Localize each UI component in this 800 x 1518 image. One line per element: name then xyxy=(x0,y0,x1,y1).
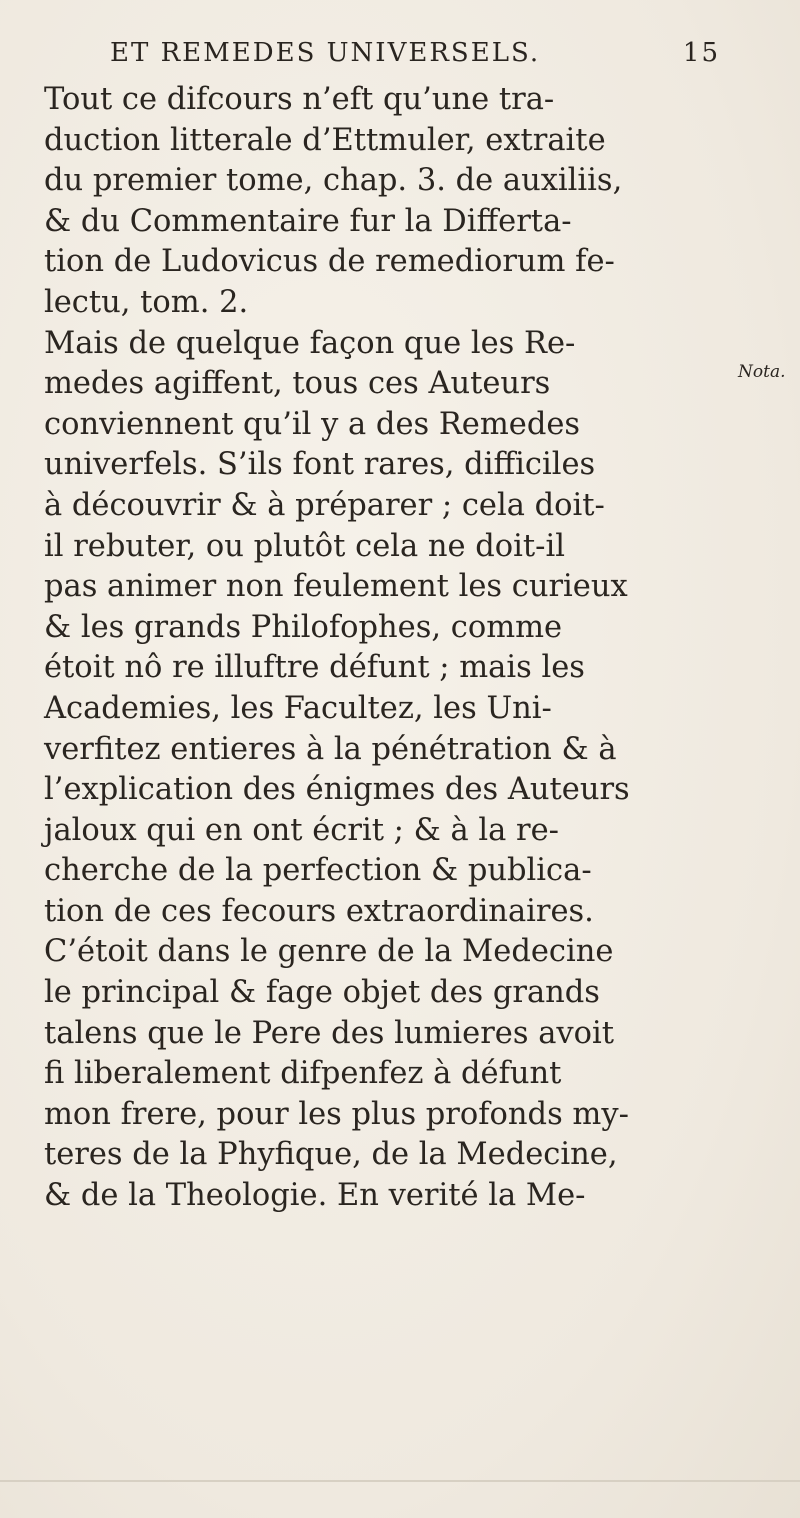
text-line: étoit nô re illuftre défunt ; mais les xyxy=(44,650,585,686)
text-line: C’étoit dans le genre de la Medecine xyxy=(44,934,614,970)
text-line: l’explication des énigmes des Auteurs xyxy=(44,772,630,808)
text-line: conviennent qu’il y a des Remedes xyxy=(44,406,581,442)
page-bottom-edge xyxy=(0,1480,800,1482)
body-text xyxy=(44,80,724,1217)
text-line: teres de la Phyfique, de la Medecine, xyxy=(44,1137,618,1173)
text-line: du premier tome, chap. 3. de auxiliis, xyxy=(44,163,623,199)
running-title: ET REMEDES UNIVERSELS. xyxy=(110,38,541,68)
text-line: verfitez entieres à la pénétration & à xyxy=(44,731,617,767)
text-line: cherche de la perfection & publica- xyxy=(44,853,592,889)
text-line: lectu, tom. 2. xyxy=(44,284,249,320)
text-line: & les grands Philofophes, comme xyxy=(44,609,563,645)
margin-note: Nota. xyxy=(738,362,786,382)
text-line: & du Commentaire fur la Differta- xyxy=(44,203,572,239)
page-number: 15 xyxy=(682,38,720,68)
text-line: & de la Theologie. En verité la Me- xyxy=(44,1178,586,1214)
text-line: pas animer non feulement les curieux xyxy=(44,569,628,605)
text-line: Tout ce difcours n’eft qu’une tra- xyxy=(44,82,555,117)
text-line: tion de ces fecours extraordinaires. xyxy=(44,893,594,929)
running-header xyxy=(110,38,720,68)
text-line: tion de Ludovicus de remediorum fe- xyxy=(44,244,615,280)
text-line: à découvrir & à préparer ; cela doit- xyxy=(44,487,605,523)
text-line: talens que le Pere des lumieres avoit xyxy=(44,1015,614,1051)
text-line: univerfels. S’ils font rares, difficiles xyxy=(44,447,596,483)
text-line: Academies, les Facultez, les Uni- xyxy=(44,690,552,726)
text-line: mon frere, pour les plus profonds my- xyxy=(44,1096,629,1132)
text-line: medes agiffent, tous ces Auteurs xyxy=(44,366,551,402)
text-line: le principal & fage objet des grands xyxy=(44,975,600,1011)
text-line: fi liberalement difpenfez à défunt xyxy=(44,1056,562,1092)
text-line: Mais de quelque façon que les Re- xyxy=(44,325,576,361)
text-line: duction litterale d’Ettmuler, extraite xyxy=(44,122,606,158)
text-line: jaloux qui en ont écrit ; & à la re- xyxy=(44,812,559,848)
text-line: il rebuter, ou plutôt cela ne doit-il xyxy=(44,528,565,564)
